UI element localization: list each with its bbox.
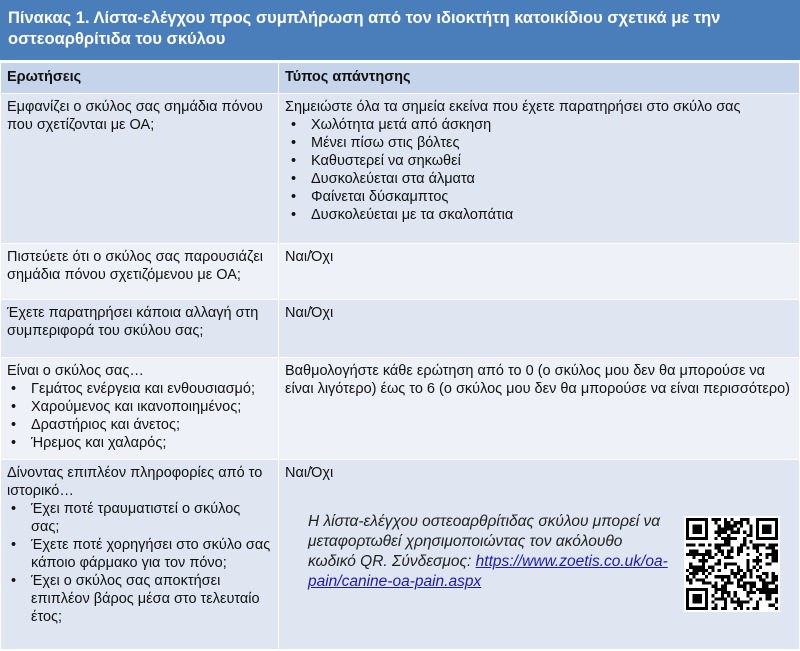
table-row <box>1 244 800 300</box>
answer-text: Βαθμολογήστε κάθε ερώτηση από το 0 (ο σκύλος μου δεν θα μπορούσε να είναι λιγότερο) έως το 6 (ο σκύλος μου δεν θα μπορούσε να είναι περισσότερο) <box>285 363 791 397</box>
column-header-questions: Ερωτήσεις <box>1 63 279 94</box>
question-cell <box>1 358 279 460</box>
list-item: • Έχετε ποτέ χορηγήσει στο σκύλο σας κάποιο φάρμακο για τον πόνο; <box>23 536 272 572</box>
answer-text: Σημειώστε όλα τα σημεία εκείνα που έχετε παρατηρήσει στο σκύλο σας <box>285 99 741 115</box>
question-list <box>7 500 272 626</box>
answer-text: Ναι/Όχι <box>285 249 334 265</box>
table-title: Πίνακας 1. Λίστα-ελέγχου προς συμπλήρωση από τον ιδιοκτήτη κατοικίδιου σχετικά με την οστεοαρθρίτιδα του σκύλου <box>0 0 800 62</box>
answer-cell <box>279 244 800 300</box>
answer-cell <box>279 358 800 460</box>
question-text: Δίνοντας επιπλέον πληροφορίες από το ιστορικό… <box>7 465 263 499</box>
list-item: • Μένει πίσω στις βόλτες <box>303 134 793 152</box>
list-item: • Δραστήριος και άνετος; <box>23 416 272 434</box>
question-text: Είναι ο σκύλος σας… <box>7 363 144 379</box>
list-item: • Δυσκολεύεται στα άλματα <box>303 170 793 188</box>
table-row <box>1 94 800 244</box>
list-item: • Χαρούμενος και ικανοποιημένος; <box>23 398 272 416</box>
column-header-answer-type: Τύπος απάντησης <box>279 63 800 94</box>
list-item: • Έχει ποτέ τραυματιστεί ο σκύλος σας; <box>23 500 272 536</box>
question-text: Εμφανίζει ο σκύλος σας σημάδια πόνου που σχετίζονται με ΟΑ; <box>7 99 263 133</box>
answer-list <box>285 116 793 224</box>
list-item: • Καθυστερεί να σηκωθεί <box>303 152 793 170</box>
answer-text: Ναι/Όχι <box>285 305 334 321</box>
download-link[interactable]: https://www.zoetis.co.uk/oa-pain/canine-oa-pain.aspx <box>308 553 668 590</box>
question-cell <box>1 460 279 650</box>
answer-cell <box>279 300 800 358</box>
qr-download-note <box>308 512 788 612</box>
question-list <box>7 380 272 452</box>
qr-code-graphic <box>686 518 778 610</box>
list-item: • Δυσκολεύεται με τα σκαλοπάτια <box>303 206 793 224</box>
list-item: • Φαίνεται δύσκαμπτος <box>303 188 793 206</box>
qr-note-text: Η λίστα-ελέγχου οστεοαρθρίτιδας σκύλου μπορεί να μεταφορτωθεί χρησιμοποιώντας τον ακόλουθο κωδικό QR. <box>308 513 661 570</box>
answer-cell <box>279 94 800 244</box>
link-label: Σύνδεσμος: <box>392 553 472 570</box>
question-cell <box>1 94 279 244</box>
table-row <box>1 358 800 460</box>
list-item: • Γεμάτος ενέργεια και ενθουσιασμό; <box>23 380 272 398</box>
list-item: • Ήρεμος και χαλαρός; <box>23 434 272 452</box>
question-text: Πιστεύετε ότι ο σκύλος σας παρουσιάζει σημάδια πόνου σχετιζόμενου με ΟΑ; <box>7 249 264 283</box>
list-item: • Χωλότητα μετά από άσκηση <box>303 116 793 134</box>
list-item: • Έχει ο σκύλος σας αποκτήσει επιπλέον βάρος μέσα στο τελευταίο έτος; <box>23 572 272 626</box>
answer-text: Ναι/Όχι <box>285 465 334 481</box>
table-row <box>1 300 800 358</box>
question-text: Έχετε παρατηρήσει κάποια αλλαγή στη συμπεριφορά του σκύλου σας; <box>7 305 259 339</box>
question-cell <box>1 244 279 300</box>
qr-code-icon[interactable] <box>684 516 780 612</box>
question-cell <box>1 300 279 358</box>
